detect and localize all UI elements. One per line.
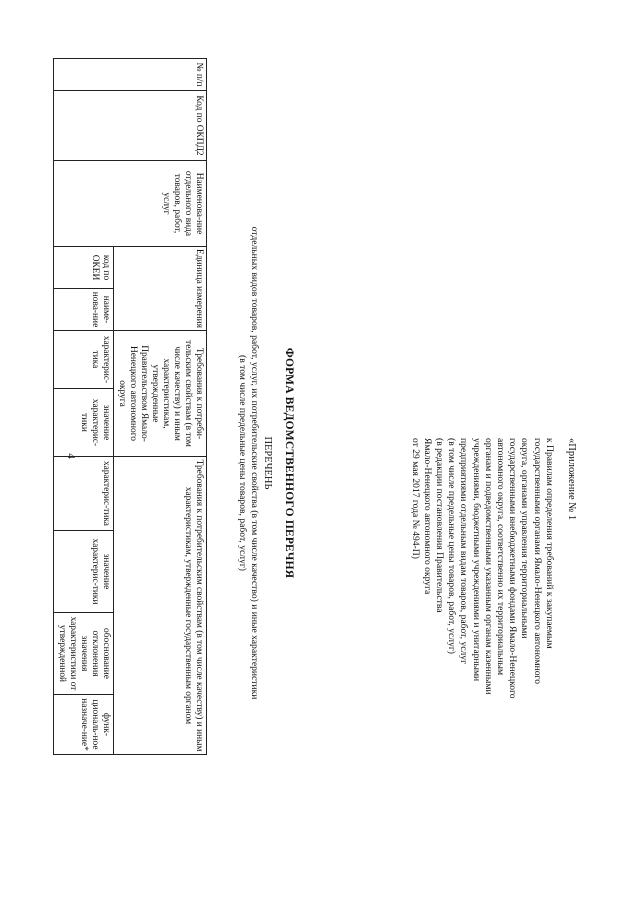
- header-name: Наименова-ние отдельного вида товаров, работ, услуг: [54, 161, 207, 247]
- appendix-line: к Правилам определения требований к закупаемым: [543, 438, 555, 649]
- departmental-list-table: [53, 58, 207, 755]
- appendix-line: предприятиями отдельным видам товаров, работ, услуг: [458, 438, 470, 665]
- appendix-line: (в том числе предельные цены товаров, работ, услуг): [446, 438, 458, 654]
- appendix-title: «Приложение № 1: [566, 438, 577, 521]
- subheader-characteristic: характерис-тика: [54, 331, 114, 389]
- appendix-line: государственными органами Ямало-Ненецкого автономного: [531, 438, 543, 685]
- rotated-page-content: [45, 38, 605, 888]
- subheader-deviation-justification: обоснование отклонения значения характеристики от утвержденной: [54, 613, 114, 695]
- header-req-government: Требования к потреби-тельским свойствам (в том числе качеству) и иным характеристикам, утвержденные Правительством Ямало-Ненецкого автономного округа: [114, 331, 207, 457]
- subheader-characteristic-value: значение характерис-тики: [54, 531, 114, 613]
- list-subtitle-line-2: (в том числе предельные цены товаров, работ, услуг): [237, 355, 249, 571]
- list-title: ПЕРЕЧЕНЬ: [262, 436, 273, 490]
- appendix-line: округа, органами управления территориальными: [519, 438, 531, 639]
- appendix-line: (в редакции постановления Правительства: [433, 438, 445, 613]
- table-header-row: [114, 59, 207, 755]
- header-num: № п/п: [54, 59, 207, 91]
- subheader-okei: код по ОКЕИ: [54, 247, 114, 289]
- list-subtitle-line-1: отдельных видов товаров, работ, услуг, их потребительские свойства (в том числе качество) и иные характеристики: [249, 226, 260, 700]
- header-req-organ: Требования к потребительским свойствам (в том числе качеству) и иным характеристикам, утвержденные государственным органом: [114, 457, 207, 755]
- appendix-line: органам и подведомственными указанным органам казенными: [482, 438, 494, 695]
- appendix-block: [408, 438, 577, 858]
- appendix-line: государственными внебюджетными фондами Ямало-Ненецкого: [507, 438, 519, 699]
- page-number: 4: [64, 453, 77, 459]
- subheader-unit-name: наиме-нова-ние: [54, 289, 114, 331]
- form-title: ФОРМА ВЕДОМСТВЕННОГО ПЕРЕЧНЯ: [283, 347, 295, 579]
- header-okpd: Код по ОКПД2: [54, 91, 207, 161]
- header-unit: Единица измерения: [114, 247, 207, 331]
- appendix-line: учреждениями, бюджетными учреждениями и унитарными: [470, 438, 482, 682]
- subheader-characteristic: характерис-тика: [54, 457, 114, 531]
- appendix-line: Ямало-Ненецкого автономного округа: [421, 438, 433, 595]
- appendix-line: автономного округа, соответственно их территориальным: [494, 438, 506, 676]
- appendix-line: от 29 мая 2017 года № 494-П): [409, 438, 421, 559]
- list-subtitle: [237, 38, 260, 888]
- subheader-functional-purpose: функ-циональ-ное назначе-ние*: [54, 695, 114, 755]
- subheader-characteristic-value: значение характерис-тики: [54, 389, 114, 457]
